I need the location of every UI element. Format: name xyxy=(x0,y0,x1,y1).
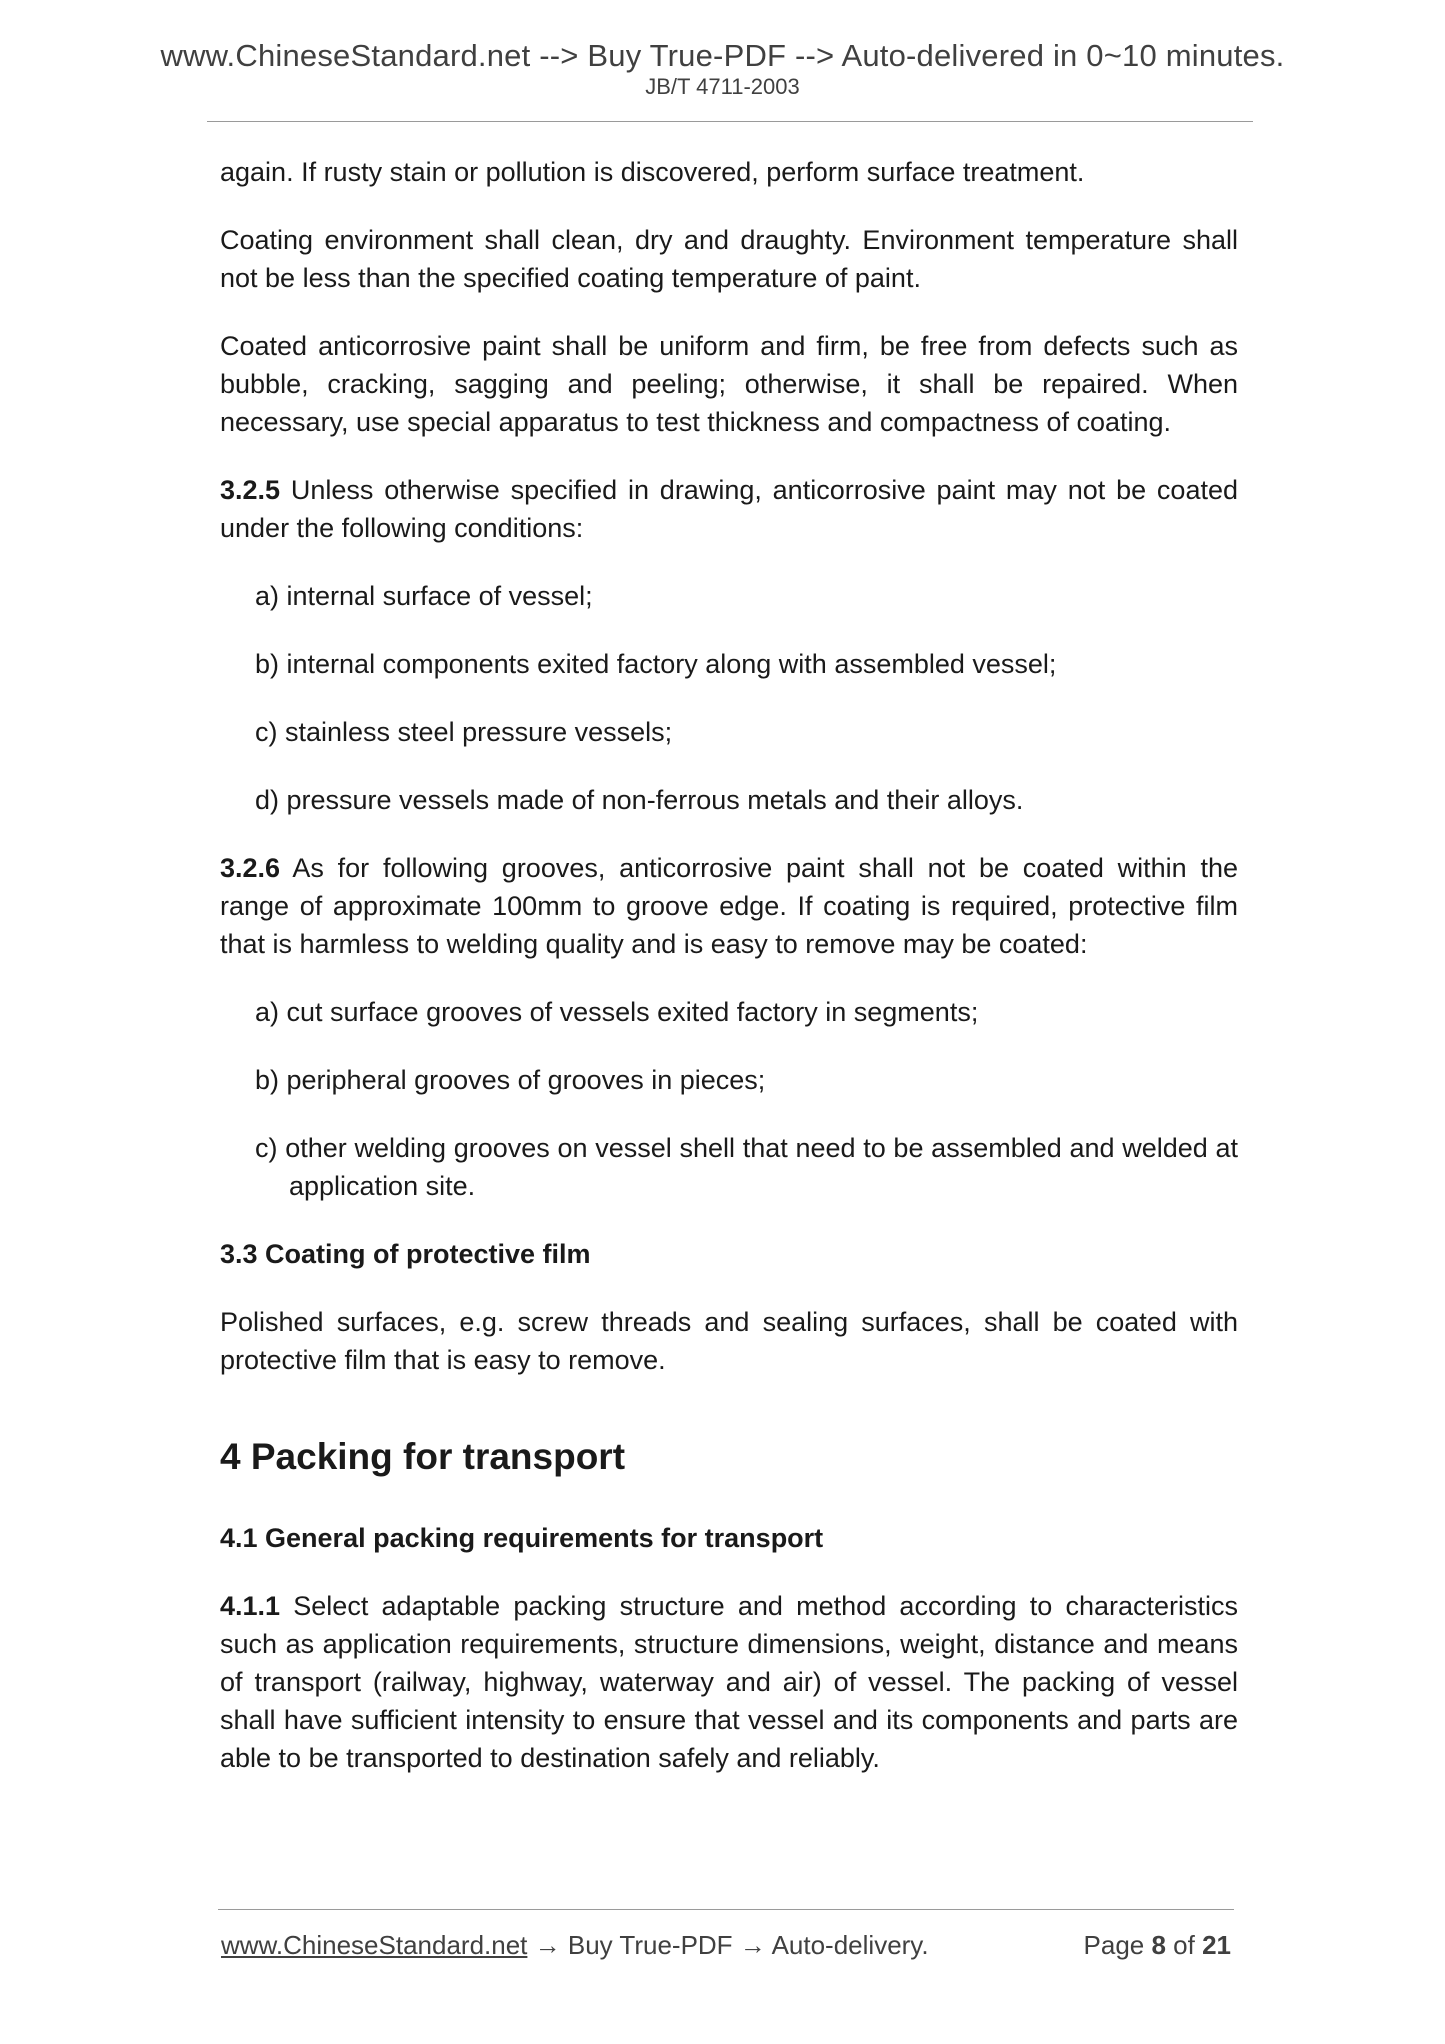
list-item: a) internal surface of vessel; xyxy=(255,581,593,611)
paragraph-coating-environment: Coating environment shall clean, dry and draughty. Environment temperature shall not be less than the specified coating temperature of paint. xyxy=(220,225,1238,293)
footer-tagline: → Buy True-PDF → Auto-delivery. xyxy=(527,1930,929,1960)
footer-divider xyxy=(218,1909,1234,1910)
paragraph-coated-paint: Coated anticorrosive paint shall be uniform and firm, be free from defects such as bubble, cracking, sagging and peeling; otherwise, it shall be repaired. When necessary, use special apparatus to test thickness and compactness of coating. xyxy=(220,331,1238,437)
section-heading-4-1: 4.1 General packing requirements for transport xyxy=(220,1523,824,1553)
clause-text: As for following grooves, anticorrosive paint shall not be coated within the range of approximate 100mm to groove edge. If coating is required, protective film that is harmless to welding quality and is easy to remove may be coated: xyxy=(220,853,1238,959)
paragraph-protective-film: Polished surfaces, e.g. screw threads and sealing surfaces, shall be coated with protective film that is easy to remove. xyxy=(220,1307,1238,1375)
website-link[interactable]: www.ChineseStandard.net xyxy=(221,1930,528,1960)
chapter-heading-4: 4 Packing for transport xyxy=(220,1436,626,1477)
header-banner: www.ChineseStandard.net --> Buy True-PDF --> Auto-delivered in 0~10 minutes. xyxy=(160,38,1285,73)
clause-3-2-6 xyxy=(220,849,1238,963)
page-label: Page xyxy=(1083,1930,1152,1960)
clause-number: 4.1.1 xyxy=(220,1591,281,1621)
clause-text: Select adaptable packing structure and method according to characteristics such as application requirements, structure dimensions, weight, distance and means of transport (railway, highway, waterway and air) of vessel. The packing of vessel shall have sufficient intensity to ensure that vessel and its components and parts are able to be transported to destination safely and reliably. xyxy=(220,1591,1238,1773)
clause-number: 3.2.5 xyxy=(220,475,281,505)
standard-code: JB/T 4711-2003 xyxy=(645,74,800,99)
clause-4-1-1 xyxy=(220,1587,1238,1777)
header-divider xyxy=(207,121,1253,122)
paragraph-surface-treatment: again. If rusty stain or pollution is discovered, perform surface treatment. xyxy=(220,157,1085,187)
list-item: b) peripheral grooves of grooves in pieces; xyxy=(255,1065,766,1095)
footer-left xyxy=(221,1930,929,1961)
clause-number: 3.2.6 xyxy=(220,853,281,883)
page-indicator xyxy=(1084,1930,1231,1961)
list-item: d) pressure vessels made of non-ferrous metals and their alloys. xyxy=(255,785,1024,815)
list-item: b) internal components exited factory along with assembled vessel; xyxy=(255,649,1057,679)
clause-3-2-5 xyxy=(220,471,1238,547)
list-item: c) other welding grooves on vessel shell that need to be assembled and welded at application site. xyxy=(255,1133,1238,1201)
document-body xyxy=(220,153,1238,1807)
current-page-number: 8 xyxy=(1151,1930,1166,1960)
of-label: of xyxy=(1165,1930,1203,1960)
total-pages-number: 21 xyxy=(1202,1930,1231,1960)
clause-text: Unless otherwise specified in drawing, anticorrosive paint may not be coated under the following conditions: xyxy=(220,475,1238,543)
list-item: a) cut surface grooves of vessels exited factory in segments; xyxy=(255,997,979,1027)
section-heading-3-3: 3.3 Coating of protective film xyxy=(220,1239,591,1269)
list-item: c) stainless steel pressure vessels; xyxy=(255,717,673,747)
